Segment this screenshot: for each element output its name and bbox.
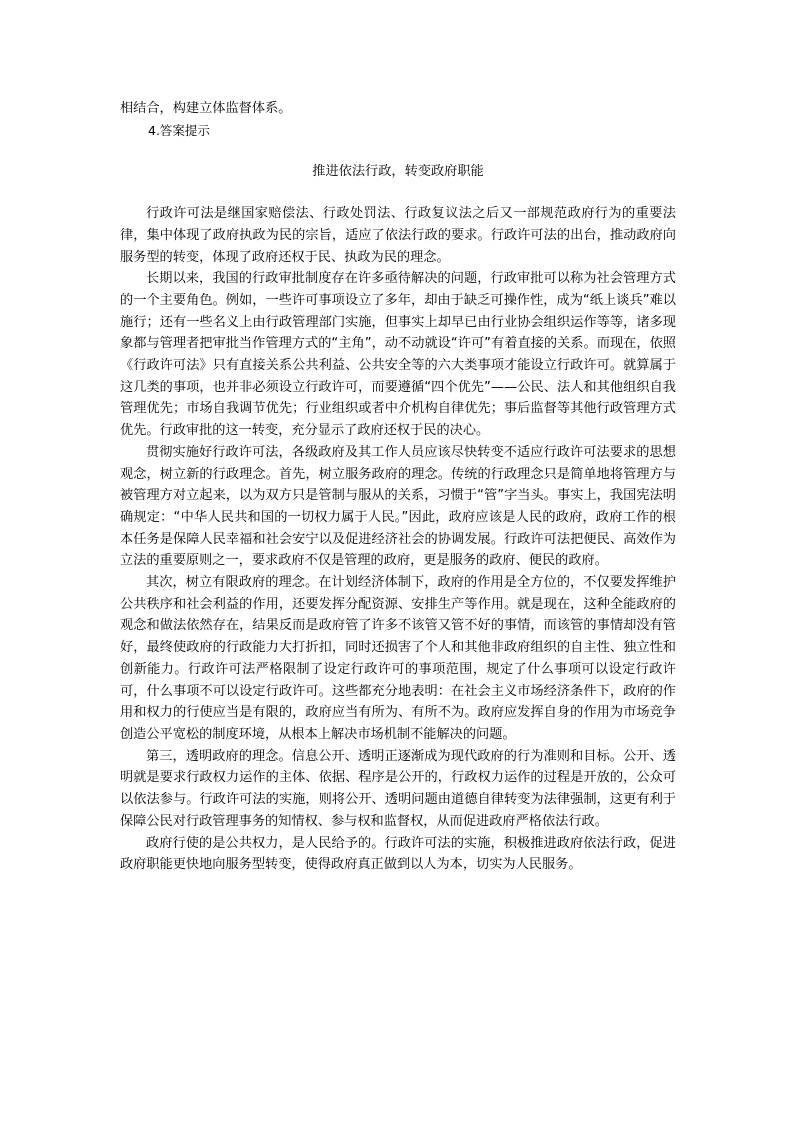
paragraph-limited-government: 其次，树立有限政府的理念。在计划经济体制下，政府的作用是全方位的，不仅要发挥维护公共秩序和社会利益的作用，还要发挥分配资源、安排生产等作用。就是现在，这种全能政府的观念和做法依然存在，结果反而是政府管了许多不该管又管不好的事情，而该管的事情却没有管好，最终使政府的行政能力大打折扣，同时还损害了个人和其他非政府组织的自主性、独立性和创新能力。行政许可法严格限制了设定行政许可的事项范围，规定了什么事项可以设定行政许可，什么事项不可以设定行政许可。这些都充分地表明：在社会主义市场经济条件下，政府的作用和权力的行使应当是有限的，政府应当有所为、有所不为。政府应发挥自身的作用为市场竞争创造公平宽松的制度环境，从根本上解决市场机制不能解决的问题。 — [120, 575, 676, 742]
continuation-line: 相结合，构建立体监督体系。 — [120, 101, 292, 116]
document-page — [120, 98, 676, 876]
paragraph-transparent-government: 第三，透明政府的理念。信息公开、透明正逐渐成为现代政府的行为准则和目标。公开、透明就是要求行政权力运作的主体、依据、程序是公开的，行政权力运作的过程是开放的，公众可以依法参与。行政许可法的实施，则将公开、透明问题由道德自律转变为法律强制，这更有利于保障公民对行政管理事务的知情权、参与权和监督权，从而促进政府严格依法行政。 — [120, 748, 676, 829]
paragraph-intro: 行政许可法是继国家赔偿法、行政处罚法、行政复议法之后又一部规范政府行为的重要法律，集中体现了政府执政为民的宗旨，适应了依法行政的要求。行政许可法的出台，推动政府向服务型的转变，体现了政府还权于民、执政为民的理念。 — [120, 206, 676, 265]
answer-hint-heading: 4.答案提示 — [148, 122, 210, 138]
paragraph-service-government: 贯彻实施好行政许可法，各级政府及其工作人员应该尽快转变不适应行政许可法要求的思想观念，树立新的行政理念。首先，树立服务政府的理念。传统的行政理念只是简单地将管理方与被管理方对立起来，以为双方只是管制与服从的关系，习惯于“管”字当头。事实上，我国宪法明确规定：“中华人民共和国的一切权力属于人民。”因此，政府应该是人民的政府，政府工作的根本任务是保障人民幸福和社会安宁以及促进经济社会的协调发展。行政许可法把便民、高效作为立法的重要原则之一，要求政府不仅是管理的政府，更是服务的政府、便民的政府。 — [120, 444, 676, 569]
paragraph-conclusion: 政府行使的是公共权力，是人民给予的。行政许可法的实施，积极推进政府依法行政，促进政府职能更快地向服务型转变，使得政府真正做到以人为本，切实为人民服务。 — [120, 835, 676, 873]
paragraph-approval-system: 长期以来，我国的行政审批制度存在许多亟待解决的问题，行政审批可以称为社会管理方式的一个主要角色。例如，一些许可事项设立了多年，却由于缺乏可操作性，成为“纸上谈兵”难以施行；还有一些名义上由行政管理部门实施，但事实上却早已由行业协会组织运作等等，诸多现象都与管理者把审批当作管理方式的“主角”，动不动就设“许可”有着直接的关系。而现在，依照《行政许可法》只有直接关系公共利益、公共安全等的六大类事项才能设立行政许可。就算属于这几类的事项，也并非必须设立行政许可，而要遵循“四个优先”——公民、法人和其他组织自我管理优先；市场自我调节优先；行业组织或者中介机构自律优先；事后监督等其他行政管理方式优先。行政审批的这一转变，充分显示了政府还权于民的决心。 — [120, 271, 676, 439]
essay-title: 推进依法行政，转变政府职能 — [312, 164, 484, 180]
